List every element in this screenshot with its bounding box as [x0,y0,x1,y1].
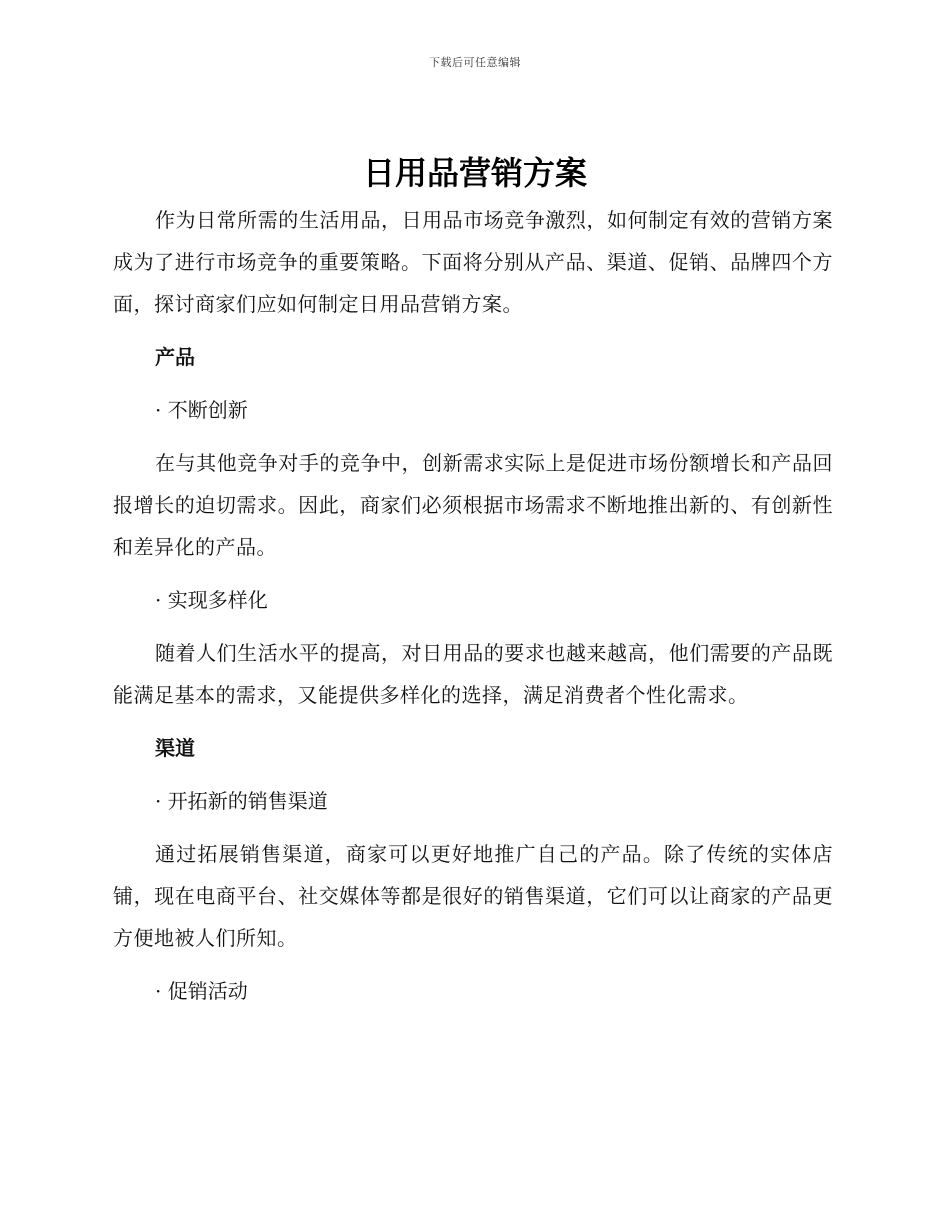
intro-paragraph: 作为日常所需的生活用品，日用品市场竞争激烈，如何制定有效的营销方案成为了进行市场竞争的重要策略。下面将分别从产品、渠道、促销、品牌四个方面，探讨商家们应如何制定日用品营销方案。 [113,208,833,316]
bullet-continuous-innovation: · 不断创新 [155,398,248,422]
section-heading-product: 产品 [155,345,195,369]
section-heading-channel: 渠道 [155,736,195,760]
bullet-promotions: · 促销活动 [155,979,248,1003]
header-note: 下载后可任意编辑 [429,56,521,69]
document-title: 日用品营销方案 [362,154,587,192]
document-body [113,199,833,1023]
paragraph-diversification: 随着人们生活水平的提高，对日用品的要求也越来越高，他们需要的产品既能满足基本的需求，又能提供多样化的选择，满足消费者个性化需求。 [113,641,833,707]
paragraph-sales-channels: 通过拓展销售渠道，商家可以更好地推广自己的产品。除了传统的实体店铺，现在电商平台、社交媒体等都是很好的销售渠道，它们可以让商家的产品更方便地被人们所知。 [113,842,833,950]
bullet-diversification: · 实现多样化 [155,588,268,612]
bullet-new-sales-channels: · 开拓新的销售渠道 [155,789,328,813]
paragraph-innovation: 在与其他竞争对手的竞争中，创新需求实际上是促进市场份额增长和产品回报增长的迫切需求。因此，商家们必须根据市场需求不断地推出新的、有创新性和差异化的产品。 [113,451,833,559]
